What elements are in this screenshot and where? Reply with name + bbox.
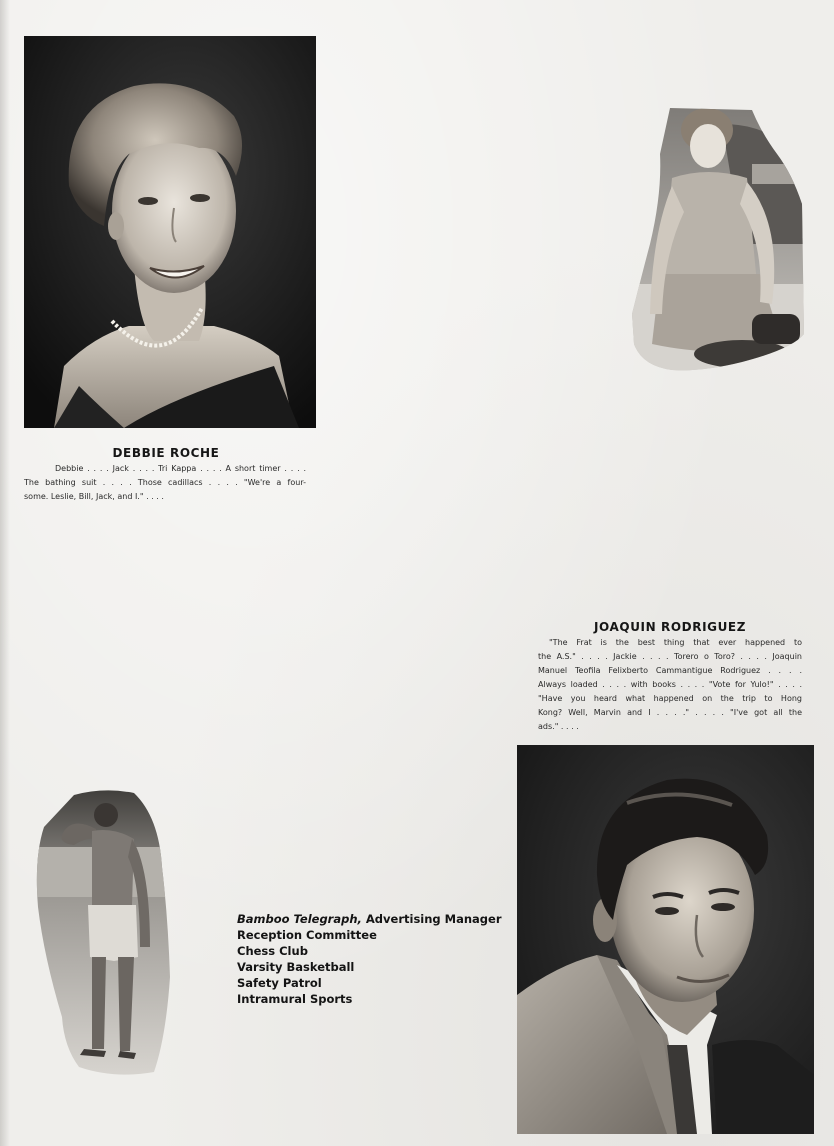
debbie-roche-bio [24,462,306,504]
bio-line: "The Frat is the best thing that ever happened to [549,638,802,647]
bio-line: Manuel Teofila Felixberto Cammantigue Rodriguez . . . . [538,666,802,675]
joaquin-rodriguez-beach-candid-photo [34,787,172,1079]
debbie-roche-name: DEBBIE ROCHE [112,446,220,460]
activity-item [237,911,507,927]
activity-publication-title: Bamboo Telegraph, [237,912,362,926]
debbie-roche-portrait-photo [24,36,316,428]
bio-line: Always loaded . . . . with books . . . . "Vote for Yulo!" . . . . [538,680,802,689]
bio-line: "Have you heard what happened on the trip to Hong [538,694,802,703]
bio-line: Kong? Well, Marvin and I . . . ." . . . . "I've got all the [538,708,802,717]
bio-line: ads." . . . . [538,722,579,731]
activity-publication-role: Advertising Manager [361,912,502,926]
activity-item: Intramural Sports [237,992,353,1006]
bio-line: the A.S." . . . . Jackie . . . . Torero o Toro? . . . . Joaquin [538,652,802,661]
bio-line: Debbie . . . . Jack . . . . Tri Kappa . . . . A short timer . . . . [55,464,306,473]
joaquin-rodriguez-bio [538,636,802,734]
debbie-roche-candid-photo [632,104,808,374]
bio-line: The bathing suit . . . . Those cadillacs . . . . "We're a four- [24,478,306,487]
page-binding-shadow [0,0,10,1146]
activity-item: Reception Committee [237,928,377,942]
joaquin-rodriguez-name: JOAQUIN RODRIGUEZ [593,620,747,634]
joaquin-rodriguez-portrait-photo [517,745,814,1134]
activity-item: Safety Patrol [237,976,322,990]
activity-item: Chess Club [237,944,308,958]
bio-line: some. Leslie, Bill, Jack, and I." . . . . [24,492,164,501]
joaquin-activities-list [237,911,507,1007]
activity-item: Varsity Basketball [237,960,355,974]
